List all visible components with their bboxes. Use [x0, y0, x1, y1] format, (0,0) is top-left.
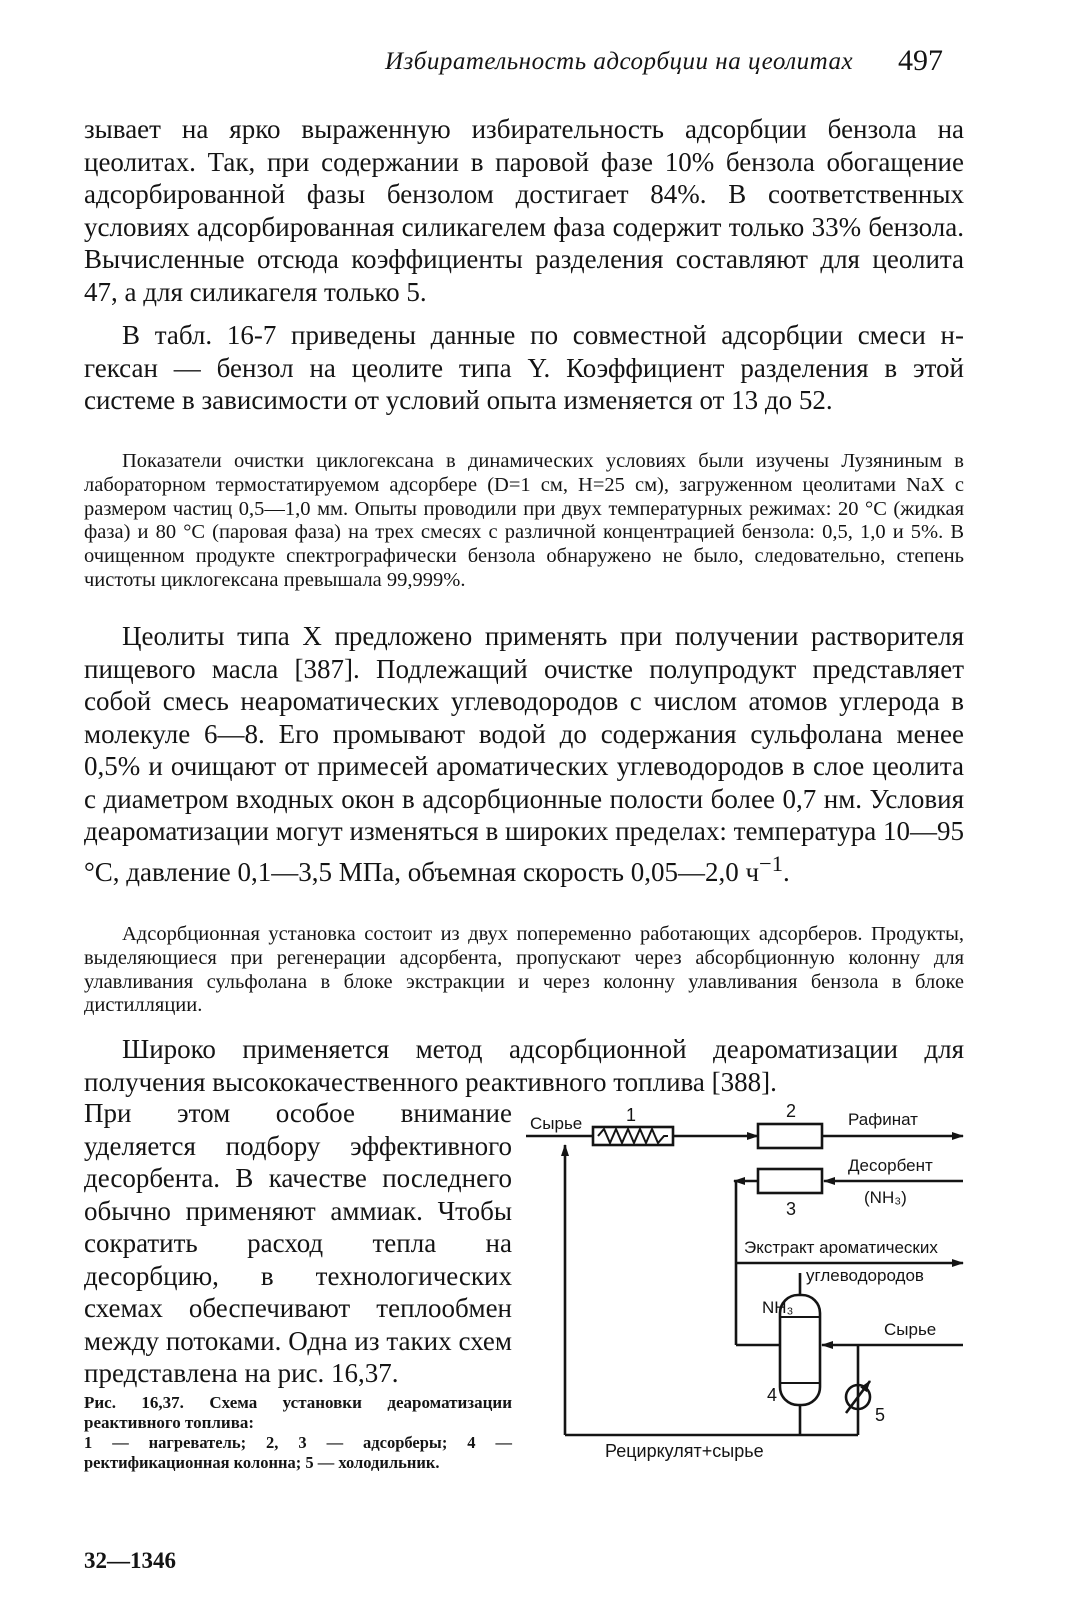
adsorber-3 [758, 1169, 822, 1193]
paragraph-text: Цеолиты типа X предложено применять при получении растворителя пищевого масла [387]. Подлежащий очистке полупродукт представляет собой смесь неароматических углеводородов с числом атомов углерода в молекуле 6—8. Его промывают водой до содержания сульфолана менее 0,5% и очищают от примесей ароматических углеводородов в слое цеолита с диаметром входных окон в адсорбционные полости более 0,7 нм. Условия деароматизации могут изменяться в широких пределах: температура 10—95 °С, давление 0,1—3,5 МПа, объемная скорость 0,05—2,0 ч [84, 621, 964, 887]
paragraph-table-16-7: В табл. 16-7 приведены данные по совместной адсорбции смеси н-гексан — бензол на цеолите типа Y. Коэффициент разделения в этой системе в зависимости от условий опыта изменяется от 13 до 52. [84, 320, 964, 415]
label-extract-line2: углеводородов [806, 1266, 924, 1285]
superscript-minus-one: −1 [759, 850, 783, 876]
paragraph-zeolite-x-solvent [84, 620, 964, 888]
label-feed-right: Сырье [884, 1320, 937, 1339]
page-header [0, 44, 1065, 84]
signature-mark: 32—1346 [84, 1548, 176, 1573]
heater-coil [598, 1129, 668, 1143]
running-title: Избирательность адсорбции на цеолитах [385, 48, 854, 75]
paragraph-desorbent: При этом особое внимание уделяется подбору эффективного десорбента. В качестве последнего обычно применяют аммиак. Чтобы сократить расход тепла на десорбцию, в технологических схемах обеспечивают теплообмен между потоками. Одна из таких схем представлена на рис. 16,37. [84, 1098, 512, 1388]
label-raffinate: Рафинат [848, 1110, 918, 1129]
paragraph-jet-fuel: Широко применяется метод адсорбционной деароматизации для получения высококачественного реактивного топлива [388]. [84, 1034, 964, 1097]
label-num-1: 1 [626, 1105, 637, 1125]
label-nh3: NH₃ [762, 1298, 794, 1317]
caption-legend: 1 — нагреватель; 2, 3 — адсорберы; 4 — ректификационная колонна; 5 — холодильник. [84, 1433, 512, 1472]
adsorber-2 [758, 1124, 822, 1148]
label-recycle: Рециркулят+сырье [605, 1441, 764, 1461]
paragraph-benzene-selectivity: зывает на ярко выраженную избирательность адсорбции бензола на цеолитах. Так, при содержании в паровой фазе 10% бензола обогащение адсорбированной фазы бензолом достигает 84%. В соответственных условиях адсорбированная силикагелем фаза содержит только 33% бензола. Вычисленные отсюда коэффициенты разделения составляют для цеолита 47, а для силикагеля только 5. [84, 114, 964, 307]
page-number: 497 [898, 44, 943, 77]
label-num-5: 5 [875, 1405, 886, 1425]
paragraph-cyclohexane-purification: Показатели очистки циклогексана в динамических условиях были изучены Лузяниным в лабораторном термостатируемом адсорбере (D=1 см, H=25 см), загруженном цеолитами NaX с размером частиц 0,5—1,0 мм. Опыты проводили при двух температурных режимах: 20 °С (жидкая фаза) и 80 °С (паровая фаза) на трех смесях с различной концентрацией бензола: 0,5, 1,0 и 5%. В очищенном продукте спектрографически бензола обнаружено не было, следовательно, степень чистоты циклогексана превышала 99,999%. [84, 450, 964, 591]
paragraph-end: . [782, 856, 790, 887]
paragraph-adsorption-unit: Адсорбционная установка состоит из двух попеременно работающих адсорберов. Продукты, выделяющиеся при регенерации адсорбента, пропускают через абсорбционную колонну для улавливания сульфолана в блоке экстракции и через колонну улавливания бензола в блоке дистилляции. [84, 923, 964, 1017]
label-nh3-paren: (NH₃) [864, 1188, 907, 1207]
label-num-4: 4 [767, 1385, 778, 1405]
label-extract-line1: Экстракт ароматических [744, 1238, 938, 1257]
caption-title: Схема установки деароматизации реактивного топлива: [84, 1393, 513, 1432]
label-desorbent: Десорбент [848, 1156, 933, 1175]
label-num-2: 2 [786, 1101, 797, 1121]
caption-label: Рис. 16,37. [84, 1393, 184, 1412]
label-feed-in: Сырье [530, 1114, 583, 1133]
figure-caption [84, 1393, 512, 1473]
label-num-3: 3 [786, 1199, 797, 1219]
dearomatization-scheme-figure [518, 1095, 978, 1490]
